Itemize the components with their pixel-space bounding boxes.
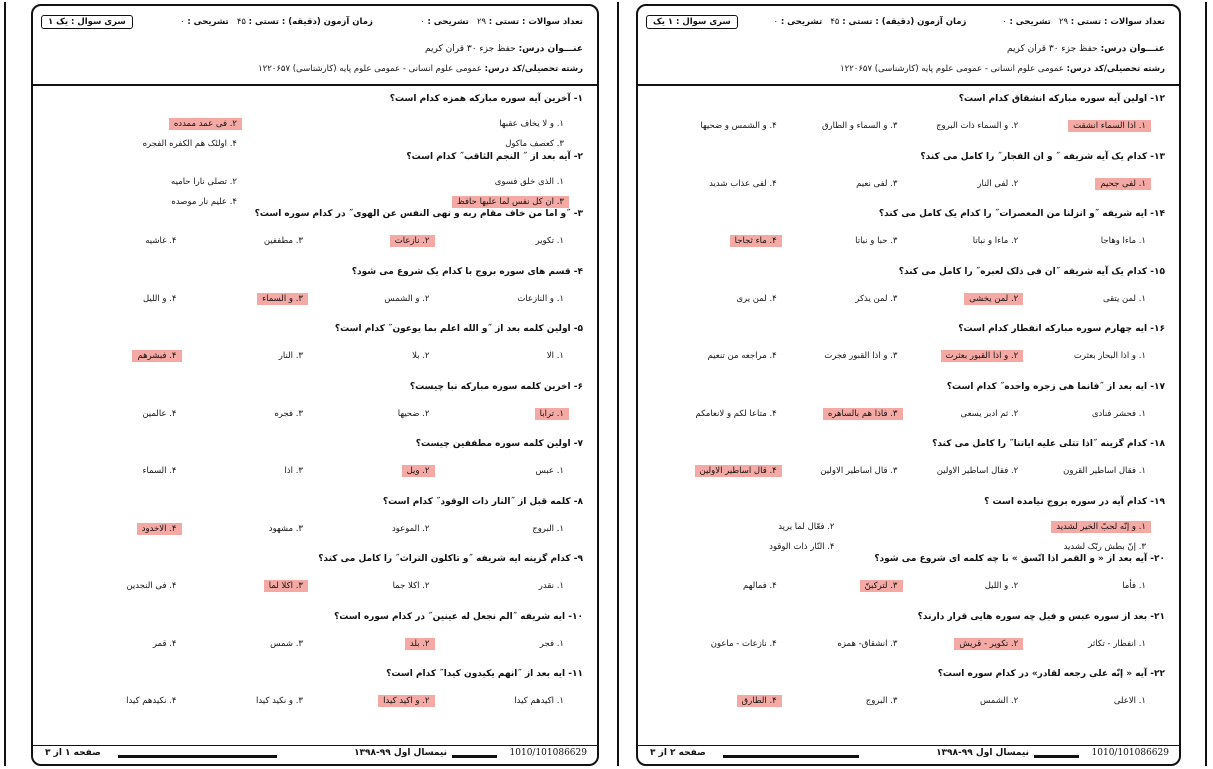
time [180, 17, 373, 27]
answer-option-1[interactable]: ۱. الاعلی [1113, 696, 1146, 706]
answer-option-4[interactable]: ۴. الاخدود [137, 523, 182, 535]
course-code: 1010/101086629 [1091, 748, 1169, 758]
footer-rule [118, 755, 168, 758]
question-stem: ۲۱- بعد از سوره عبس و فیل چه سوره هایی قرار دارند؟ [917, 611, 1165, 622]
page-separator-left [4, 2, 6, 766]
footer-rule [167, 755, 277, 758]
answer-option-3[interactable]: ۳. اذا [284, 466, 303, 476]
question-item [646, 554, 1165, 591]
answer-option-1[interactable]: ۱. لمن یتقی [1103, 293, 1146, 304]
question-item [646, 151, 1165, 189]
answer-option-4[interactable]: ۴. نکیدهم کیدا [126, 696, 177, 706]
desc-value: ۰ [420, 17, 425, 27]
footer-rule [723, 755, 773, 758]
course-label: عنـــوان درس: [1100, 44, 1165, 54]
question-item [646, 324, 1165, 361]
answer-option-4[interactable]: ۴. غاشیه [145, 236, 177, 246]
answer-option-2[interactable]: ۲. و السماء ذات البروج [936, 121, 1019, 131]
answer-option-3[interactable]: ۳. النار [278, 351, 303, 361]
answer-option-1[interactable]: ۱. فجر [539, 638, 564, 649]
question-item [41, 209, 583, 246]
desc-value: ۰ [1002, 17, 1007, 27]
answer-option-1[interactable]: ۱. و اذا البحار بعثرت [1073, 351, 1146, 361]
answer-option-1[interactable]: ۱. فقال اساطیر القرون [1063, 466, 1146, 476]
answer-option-3[interactable]: ۳. و نکید کیدا [255, 696, 303, 706]
answer-option-4[interactable]: ۴. فبشرهم [132, 350, 181, 362]
answer-option-3[interactable]: ۳. ان کل نفس لما علیها حافظ [452, 196, 569, 208]
question-item [41, 669, 583, 706]
question-item [41, 439, 583, 476]
answer-option-2[interactable]: ۲. و الشمس [384, 293, 430, 304]
answer-option-2[interactable]: ۲. نازعات [390, 235, 435, 247]
series-label: سری سوال : یک ۱ [48, 17, 126, 27]
answer-option-3[interactable]: ۳. مطففین [263, 236, 303, 246]
time-value: ۴۵ [830, 17, 840, 27]
field-value: عمومی علوم انسانی - عمومی علوم پایه (کارشناسی) ۱۲۲۰۶۵۷ [258, 64, 482, 74]
answer-option-2[interactable]: ۲. ویل [402, 465, 435, 477]
course-value: حفظ جزء ۳۰ قران کریم [1007, 44, 1098, 54]
question-item [41, 381, 583, 419]
answer-option-2[interactable]: ۲. لمن یخشی [964, 293, 1023, 305]
answer-option-3[interactable]: ۳. فاذا هم بالساهره [823, 408, 903, 420]
answer-option-4[interactable]: ۴. علیم نار موصده [171, 196, 237, 207]
answer-option-4[interactable]: ۴. عالمین [142, 408, 177, 419]
answer-option-1[interactable]: ۱. و النازعات [517, 293, 564, 304]
answer-option-2[interactable]: ۲. لفی النار [977, 178, 1019, 189]
answer-option-3[interactable]: ۳. لفی نعیم [856, 178, 898, 189]
answer-option-3[interactable]: ۳. مشهود [268, 523, 303, 534]
answer-option-1[interactable]: ۱. فحشر فنادی [1091, 408, 1146, 419]
desc-label: تشریحی : [427, 17, 469, 27]
series-label: سری سوال : ۱ یک [653, 17, 731, 27]
question-item [646, 439, 1165, 476]
time-label: زمان آزمون (دقیقه) : تستی : [248, 17, 373, 27]
answer-option-1[interactable]: ۱. تکویر [535, 236, 564, 246]
answer-option-3[interactable]: ۳. لمن یذکر [855, 293, 898, 304]
time-label: زمان آزمون (دقیقه) : تستی : [842, 17, 967, 27]
answer-option-4[interactable]: ۴. و اللیل [142, 293, 177, 304]
field-label: رشته تحصیلی/کد درس: [484, 64, 583, 74]
question-item [646, 611, 1165, 649]
answer-option-1[interactable]: ۱. انفطار - تکاثر [1088, 638, 1146, 649]
page-separator-right [1205, 2, 1207, 766]
answer-option-2[interactable]: ۲. الموعود [392, 523, 430, 534]
footer-rule [759, 755, 859, 758]
counts-value: ۲۹ [476, 17, 487, 27]
question-stem: ۱۹- کدام آیه در سوره بروج نیامده است ؟ [984, 496, 1165, 507]
answer-option-3[interactable]: ۳. فجره [274, 408, 303, 419]
answer-option-3[interactable]: ۳. حبا و نباتا [855, 236, 898, 246]
question-item [41, 554, 583, 591]
counts-value: ۲۹ [1058, 17, 1069, 27]
answer-option-4[interactable]: ۴. لفی عذاب شدید [709, 178, 777, 189]
answer-option-2[interactable]: ۲. ماءا و نباتا [972, 236, 1019, 246]
answer-option-1[interactable]: ۱. ماءا وهاجا [1100, 236, 1146, 246]
footer-rule [452, 755, 497, 758]
question-stem: ۳- ˝و اما من خاف مقام ربه و نهی النفس عن الهوی˝ در کدام سوره است؟ [254, 209, 583, 219]
question-item [646, 669, 1165, 706]
answer-option-1[interactable]: ۱. نقدر [538, 581, 564, 591]
answer-option-2[interactable]: ۲. و اذا القبور بعثرت [941, 350, 1024, 362]
answer-option-4[interactable]: ۴. ماء ثجاجا [730, 235, 782, 247]
question-stem: ۵- اولین کلمه بعد از ˝و الله اعلم بما یوعون˝ کدام است؟ [334, 324, 583, 334]
question-item [646, 496, 1165, 552]
answer-option-2[interactable]: ۲. بلا [412, 351, 430, 361]
answer-option-4[interactable]: ۴. قال اساطیر الاولین [695, 465, 782, 477]
time [774, 17, 967, 27]
answer-option-2[interactable]: ۲. اکلا جما [392, 581, 430, 591]
question-stem: ۸- کلمه قبل از ˝النار ذات الوقود˝ کدام است؟ [382, 496, 583, 507]
answer-option-4[interactable]: ۴. متاعا لکم و لانعامکم [695, 408, 777, 419]
answer-option-2[interactable]: ۲. فقال اساطیر الاولین [936, 466, 1019, 476]
question-stem: ۲۰- آیه بعد از « و القمر اذا اتّسق » با چه کلمه ای شروع می شود؟ [874, 554, 1165, 564]
answer-option-4[interactable]: ۴. اولئک هم الکفره الفجره [142, 139, 237, 149]
field-value: عمومی علوم انسانی - عمومی علوم پایه (کارشناسی) ۱۲۲۰۶۵۷ [840, 64, 1064, 74]
desc-label: تشریحی : [1009, 17, 1051, 27]
answer-option-2[interactable]: ۲. تکویر - قریش [954, 638, 1023, 650]
answer-option-3[interactable]: ۳. و السماء و الطارق [821, 121, 898, 131]
page-footer [33, 745, 597, 764]
question-stem: ۱۸- کدام گزینه ˝اذا تتلی علیه ایاتنا˝ را کامل می کند؟ [932, 439, 1165, 449]
counts-label: تعداد سوالات : تستی : [1070, 17, 1165, 27]
answer-option-3[interactable]: ۳. و اذا القبور فجرت [824, 351, 898, 361]
answer-option-4[interactable]: ۴. مراجعه من تنعیم [707, 351, 777, 361]
answer-option-2[interactable]: ۲. ضحیها [397, 408, 430, 419]
field-label: رشته تحصیلی/کد درس: [1066, 64, 1165, 74]
answer-option-3[interactable]: ۳. البروج [865, 696, 898, 706]
question-stem: ۴- قسم های سوره بروج با کدام یک شروع می شود؟ [351, 266, 583, 277]
page-number: صفحه ۱ از ۳ [45, 748, 101, 758]
answer-option-1[interactable]: ۱. عبس [535, 466, 564, 476]
answer-option-1[interactable]: ۱. اکیدهم کیدا [514, 696, 564, 706]
answer-option-4[interactable]: ۴. السماء [142, 466, 177, 476]
answer-option-2[interactable]: ۲. ثم ادبر یسعی [960, 408, 1019, 419]
answer-option-4[interactable]: ۴. و الشمس و ضحیها [700, 121, 777, 131]
question-stem: ۹- کدام گزینه ایه شریفه ˝و تاکلون التراث˝ را کامل می کند؟ [318, 554, 583, 564]
answer-option-3[interactable]: ۳. إنّ بطش ربّک لشدید [1063, 541, 1146, 552]
answer-option-4[interactable]: ۴. النّار ذات الوقود [769, 541, 835, 552]
question-stem: ۲۲- آیه « إنّه علی رجعه لقادر» در کدام سوره است؟ [937, 669, 1165, 679]
question-stem: ۷- اولین کلمه سوره مطففین چیست؟ [415, 439, 583, 449]
exam-header [638, 6, 1179, 86]
answer-option-3[interactable]: ۳. لترکبنّ [860, 580, 903, 592]
question-stem: ۱۶- ایه چهارم سوره مبارکه انفطار کدام است؟ [958, 324, 1165, 334]
question-stem: ۱۱- ایه بعد از ˝انهم یکیدون کیدا˝ کدام است؟ [386, 669, 583, 679]
answer-option-1[interactable]: ۱. و لا یخاف عقبها [499, 119, 564, 129]
answer-option-2[interactable]: ۲. و اکید کیدا [378, 695, 434, 707]
question-item [41, 94, 583, 149]
answer-option-1[interactable]: ۱. ترابا [535, 408, 569, 420]
answer-option-1[interactable]: ۱. و إنّه لحبّ الخیر لشدید [1051, 521, 1151, 533]
exam-page-1 [31, 4, 599, 766]
series-box [41, 15, 133, 29]
time-value: ۴۵ [236, 17, 246, 27]
answer-option-4[interactable]: ۴. فمالهم [743, 581, 777, 591]
counts [420, 17, 583, 27]
question-stem: ۱۰- ایه شریفه ˝الم نجعل له عینین˝ در کدام سوره است؟ [334, 611, 583, 622]
answer-option-2[interactable]: ۲. و اللیل [984, 581, 1019, 591]
time-desc-value: ۰ [180, 17, 185, 27]
question-item [646, 94, 1165, 131]
answer-option-3[interactable]: ۳. اکلا لما [264, 580, 308, 592]
answer-option-1[interactable]: ۱. اذا السماء انشقت [1068, 120, 1151, 132]
question-item [41, 611, 583, 649]
answer-option-4[interactable]: ۴. فی النجدین [126, 581, 177, 591]
answer-option-3[interactable]: ۳. انشقاق- همزه [837, 638, 898, 649]
answer-option-2[interactable]: ۲. بلد [405, 638, 435, 650]
question-stem: ۱۳- کدام یک آیه شریفه ˝ و ان الفجار˝ را کامل می کند؟ [920, 151, 1165, 162]
footer-rule [1034, 755, 1079, 758]
answer-option-4[interactable]: ۴. قمر [152, 638, 177, 649]
question-item [646, 266, 1165, 304]
answer-option-1[interactable]: ۱. الذی خلق فسوی [494, 176, 564, 187]
question-stem: ۱۲- اولین آیه سوره مبارکه انشقاق کدام است؟ [958, 94, 1165, 104]
answer-option-4[interactable]: ۴. لمن یری [736, 293, 777, 304]
answer-option-2[interactable]: ۲. فی عمد ممدده [169, 118, 242, 130]
question-item [41, 324, 583, 361]
counts-label: تعداد سوالات : تستی : [488, 17, 583, 27]
answer-option-4[interactable]: ۴. نازعات - ماعون [710, 638, 777, 649]
question-item [41, 496, 583, 534]
course-code: 1010/101086629 [509, 748, 587, 758]
answer-option-2[interactable]: ۲. الشمس [979, 696, 1019, 706]
course-value: حفظ جزء ۳۰ قران کریم [425, 44, 516, 54]
answer-option-2[interactable]: ۲. تصلی نارا حامیه [171, 176, 237, 187]
counts [1002, 17, 1165, 27]
page-separator-center [617, 2, 619, 766]
question-item [646, 381, 1165, 419]
page-number: صفحه ۲ از ۳ [650, 748, 706, 758]
semester-label: نیمسال اول ۹۹-۱۳۹۸ [936, 748, 1029, 758]
answer-option-3[interactable]: ۳. شمس [270, 638, 303, 649]
question-item [41, 151, 583, 207]
question-stem: ۱۴- ایه شریفه ˝و انزلنا من المعصرات˝ را کدام یک کامل می کند؟ [878, 209, 1165, 219]
question-item [41, 266, 583, 304]
question-item [646, 209, 1165, 246]
answer-option-1[interactable]: ۱. فأما [1122, 581, 1146, 591]
exam-page-2 [636, 4, 1181, 766]
exam-header [33, 6, 597, 86]
answer-option-3[interactable]: ۳. کعصف ماکول [505, 139, 564, 149]
time-desc-label: تشریحی : [780, 17, 823, 27]
answer-option-1[interactable]: ۱. لفی جحیم [1095, 178, 1151, 190]
time-desc-value: ۰ [773, 17, 779, 27]
answer-option-2[interactable]: ۲. فعّال لما یرید [778, 521, 835, 532]
answer-option-4[interactable]: ۴. الطارق [737, 695, 782, 707]
answer-option-1[interactable]: ۱. البروج [532, 523, 564, 534]
answer-option-1[interactable]: ۱. الا [546, 351, 564, 361]
page-footer [638, 745, 1179, 764]
question-stem: ۲- آیه بعد از ˝ النجم الثاقب˝ کدام است؟ [406, 151, 583, 162]
series-box [646, 15, 738, 29]
course-label: عنـــوان درس: [518, 44, 583, 54]
question-stem: ۶- اخرین کلمه سوره مبارکه نبا چیست؟ [409, 381, 583, 392]
question-stem: ۱۷- ایه بعد از ˝فانما هی زجره واحده˝ کدام است؟ [946, 381, 1165, 392]
time-desc-label: تشریحی : [187, 17, 229, 27]
answer-option-3[interactable]: ۳. و السماء [257, 293, 308, 305]
question-stem: ۱- آخرین آیه سوره مبارکه همزه کدام است؟ [389, 94, 583, 104]
answer-option-3[interactable]: ۳. قال اساطیر الاولین [820, 466, 898, 476]
semester-label: نیمسال اول ۹۹-۱۳۹۸ [354, 748, 447, 758]
question-stem: ۱۵- کدام یک آیه شریفه ˝ان فی ذلک لعبره˝ را کامل می کند؟ [898, 266, 1165, 277]
